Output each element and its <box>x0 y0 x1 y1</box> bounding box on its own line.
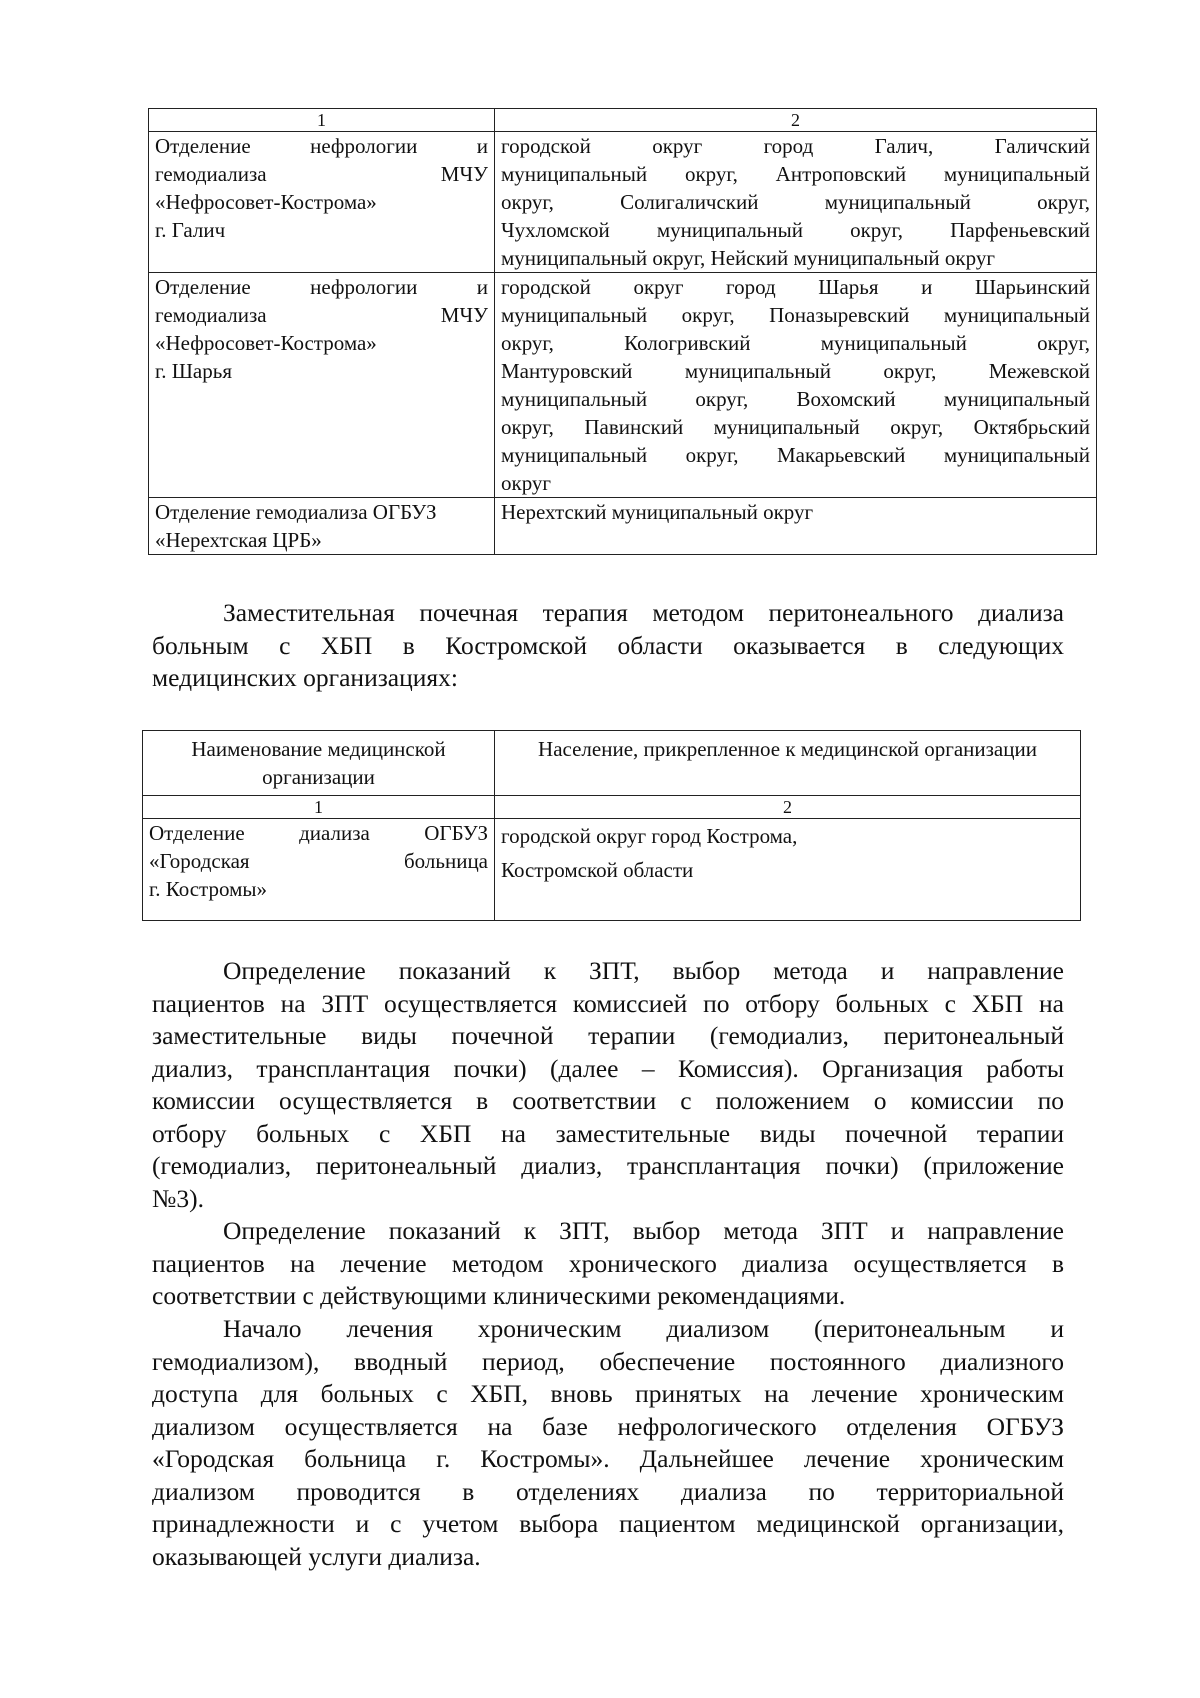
paragraph-line: соответствии с действующими клиническими рекомендациями. <box>152 1281 846 1310</box>
cell-line: округ, Павинский муниципальный округ, Октябрьский <box>501 415 1090 439</box>
paragraph-line: заместительные виды почечной терапии (гемодиализ, перитонеальный <box>152 1021 1064 1050</box>
peritoneal-table <box>142 730 1081 921</box>
cell-line: «Нерехтская ЦРБ» <box>155 528 322 552</box>
paragraph-line: доступа для больных с ХБП, вновь принятых на лечение хроническим <box>152 1379 1064 1408</box>
header-population: Население, прикрепленное к медицинской организации <box>495 731 1081 796</box>
cell-line: муниципальный округ, Макарьевский муниципальный <box>501 443 1090 467</box>
paragraph-line: медицинских организациях: <box>152 663 458 692</box>
cell-line: округ, Кологривский муниципальный округ, <box>501 331 1090 355</box>
column-number: 1 <box>149 109 495 132</box>
paragraph-line: диализом осуществляется на базе нефрологического отделения ОГБУЗ <box>152 1411 1064 1441</box>
paragraph-line: «Городская больница г. Костромы». Дальнейшее лечение хроническим <box>152 1444 1064 1473</box>
cell-line: округ <box>501 471 552 495</box>
table-row <box>149 273 1097 498</box>
cell-line: гемодиализа МЧУ <box>155 303 488 327</box>
paragraph-line: диализом проводится в отделениях диализа по территориальной <box>152 1476 1064 1506</box>
cell-line: муниципальный округ, Нейский муниципальный округ <box>501 246 995 270</box>
cell-line: «Нефросовет-Кострома» <box>155 331 377 355</box>
cell-line: г. Галич <box>155 218 226 242</box>
paragraph-line: Заместительная почечная терапия методом перитонеального диализа <box>223 598 1064 627</box>
paragraph-line: принадлежности и с учетом выбора пациентом медицинской организации, <box>152 1509 1064 1538</box>
cell-line: округ, Солигаличский муниципальный округ, <box>501 190 1090 214</box>
paragraph-line: пациентов на ЗПТ осуществляется комиссией по отбору больных с ХБП на <box>152 988 1064 1018</box>
population-cell <box>495 132 1097 273</box>
organization-cell <box>149 498 495 555</box>
cell-line: Отделение нефрологии и <box>155 134 488 158</box>
cell-line: Отделение диализа ОГБУЗ <box>149 821 488 845</box>
paragraph-commission <box>152 955 1064 1215</box>
cell-line: городской округ город Шарья и Шарьинский <box>501 275 1090 299</box>
paragraph-line: диализ, трансплантация почки) (далее – Комиссия). Организация работы <box>152 1053 1064 1083</box>
paragraph-recommendations <box>152 1215 1064 1313</box>
cell-line: г. Костромы» <box>149 877 267 901</box>
paragraph-line: (гемодиализ, перитонеальный диализ, трансплантация почки) (приложение <box>152 1151 1064 1180</box>
intro-paragraph <box>152 597 1064 695</box>
cell-line: Нерехтский муниципальный округ <box>501 500 814 524</box>
table-row <box>143 819 1081 921</box>
table-header-row <box>143 731 1081 796</box>
population-cell <box>495 498 1097 555</box>
organization-cell <box>149 132 495 273</box>
organization-cell <box>149 273 495 498</box>
paragraph-line: больным с ХБП в Костромской области оказывается в следующих <box>152 630 1064 660</box>
cell-line: гемодиализа МЧУ <box>155 162 488 186</box>
column-number: 2 <box>495 109 1097 132</box>
cell-line: Мантуровский муниципальный округ, Межевской <box>501 359 1090 383</box>
paragraph-line: пациентов на лечение методом хронического диализа осуществляется в <box>152 1248 1064 1278</box>
cell-line: «Городская больница <box>149 849 488 873</box>
paragraph-line: гемодиализом), вводный период, обеспечение постоянного диализного <box>152 1346 1064 1376</box>
table-row <box>149 132 1097 273</box>
cell-line: Чухломской муниципальный округ, Парфеньевский <box>501 218 1090 242</box>
dialysis-table <box>148 108 1097 555</box>
cell-line: г. Шарья <box>155 359 232 383</box>
paragraph-line: отбору больных с ХБП на заместительные виды почечной терапии <box>152 1118 1064 1148</box>
population-cell <box>495 819 1081 921</box>
paragraph-line: №3). <box>152 1183 204 1213</box>
cell-line: Отделение гемодиализа ОГБУЗ <box>155 500 437 524</box>
table-column-numbers <box>149 109 1097 132</box>
cell-line: «Нефросовет-Кострома» <box>155 190 377 214</box>
table-column-numbers <box>143 796 1081 819</box>
paragraph-dialysis-start <box>152 1313 1064 1573</box>
table-row <box>149 498 1097 555</box>
organization-cell <box>143 819 495 921</box>
paragraph-line: Определение показаний к ЗПТ, выбор метода и направление <box>223 956 1064 985</box>
column-number: 1 <box>143 796 495 819</box>
population-cell <box>495 273 1097 498</box>
cell-line: муниципальный округ, Антроповский муниципальный <box>501 162 1090 186</box>
cell-line: муниципальный округ, Вохомский муниципальный <box>501 387 1090 411</box>
header-organization: Наименование медицинской организации <box>143 731 495 796</box>
cell-line: городской округ город Галич, Галичский <box>501 134 1090 158</box>
cell-line: Отделение нефрологии и <box>155 275 488 299</box>
paragraph-line: Начало лечения хроническим диализом (перитонеальным и <box>223 1314 1064 1343</box>
cell-line: муниципальный округ, Поназыревский муниципальный <box>501 303 1090 327</box>
cell-line: Костромской области <box>501 858 694 882</box>
paragraph-line: комиссии осуществляется в соответствии с положением о комиссии по <box>152 1086 1064 1115</box>
paragraph-line: Определение показаний к ЗПТ, выбор метода ЗПТ и направление <box>223 1216 1064 1245</box>
column-number: 2 <box>495 796 1081 819</box>
cell-line: городской округ город Кострома, <box>501 824 798 848</box>
paragraph-line: оказывающей услуги диализа. <box>152 1541 481 1571</box>
